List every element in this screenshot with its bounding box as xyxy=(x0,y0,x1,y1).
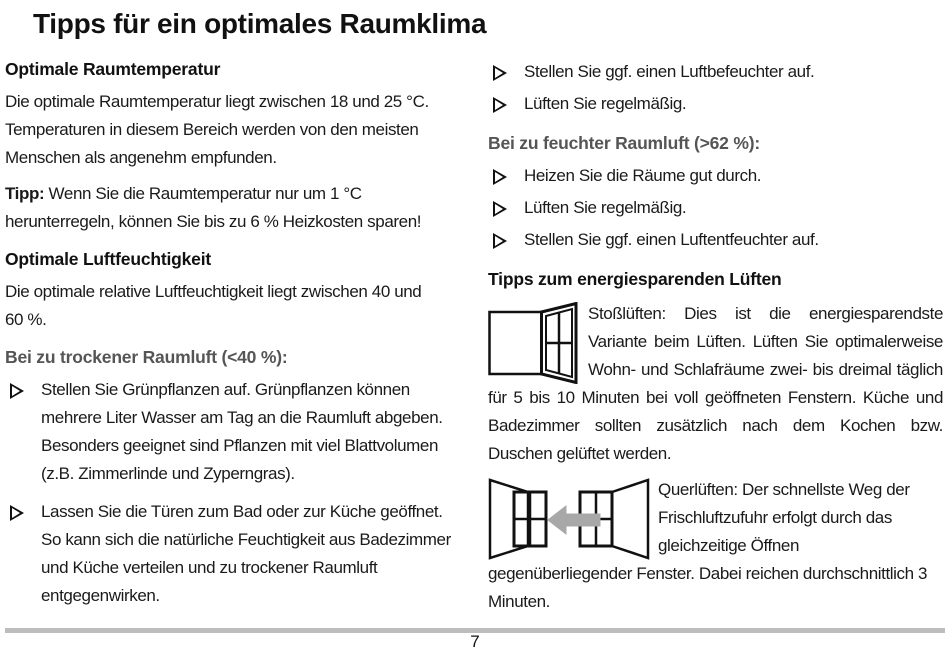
temperature-heading: Optimale Raumtemperatur xyxy=(5,59,221,79)
triangle-bullet-icon xyxy=(10,505,24,521)
left-column xyxy=(5,56,465,610)
dry-air-list xyxy=(5,376,455,610)
list-item-text: Stellen Sie ggf. einen Luftbefeuchter auf. xyxy=(524,62,815,81)
list-item xyxy=(488,162,938,190)
open-window-icon xyxy=(488,302,580,384)
list-item-text: Lüften Sie regelmäßig. xyxy=(524,94,687,113)
shock-ventilation-text: Stoßlüften: Dies ist die energiesparendste Variante beim Lüften. Lüften Sie optimalerweise Wohn- und Schlafräume zwei- bis dreimal täglich für 5 bis 10 Minuten bei voll geöffneten Fenstern. Küche und Badezimmer sollten zusätzlich nach dem Kochen bzw. Duschen gelüftet werden. xyxy=(488,304,943,463)
triangle-bullet-icon xyxy=(493,169,507,185)
cross-ventilation-text: Querlüften: Der schnellste Weg der Frischluftzufuhr erfolgt durch das gleichzeitige Öffnen gegenüberliegender Fenster. Dabei reichen durchschnittlich 3 Minuten. xyxy=(488,480,928,611)
dry-air-list-continued xyxy=(488,58,938,118)
cross-ventilation-block xyxy=(488,476,943,616)
list-item xyxy=(488,194,938,222)
list-item-text: Lüften Sie regelmäßig. xyxy=(524,198,687,217)
list-item xyxy=(488,90,938,118)
list-item xyxy=(5,376,455,488)
humid-air-heading: Bei zu feuchter Raumluft (>62 %): xyxy=(488,133,760,153)
humidity-heading: Optimale Luftfeuchtigkeit xyxy=(5,249,211,269)
list-item xyxy=(488,226,938,254)
cross-ventilation-icon xyxy=(488,478,650,560)
dry-air-heading: Bei zu trockener Raumluft (<40 %): xyxy=(5,347,288,367)
list-item-text: Stellen Sie ggf. einen Luftentfeuchter auf. xyxy=(524,230,819,249)
list-item xyxy=(488,58,938,86)
humid-air-list xyxy=(488,162,938,254)
tip-text: Wenn Sie die Raumtemperatur nur um 1 °C herunterregeln, können Sie bis zu 6 % Heizkosten sparen! xyxy=(5,184,422,231)
page-number: 7 xyxy=(470,632,480,651)
list-item xyxy=(5,498,455,610)
ventilation-heading: Tipps zum energiesparenden Lüften xyxy=(488,269,782,289)
temperature-text: Die optimale Raumtemperatur liegt zwischen 18 und 25 °C. Temperaturen in diesem Bereich werden von den meisten Menschen als angenehm empfunden. xyxy=(5,92,429,167)
triangle-bullet-icon xyxy=(493,233,507,249)
shock-ventilation-block xyxy=(488,300,943,468)
right-column xyxy=(488,58,943,616)
list-item-text: Heizen Sie die Räume gut durch. xyxy=(524,166,762,185)
list-item-text: Lassen Sie die Türen zum Bad oder zur Küche geöffnet. So kann sich die natürliche Feuchtigkeit aus Badezimmer und Küche verteilen und zu trockener Raumluft entgegenwirken. xyxy=(41,502,451,605)
tip-paragraph xyxy=(5,180,460,236)
triangle-bullet-icon xyxy=(10,383,24,399)
list-item-text: Stellen Sie Grünpflanzen auf. Grünpflanzen können mehrere Liter Wasser am Tag an die Raumluft abgeben. Besonders geeignet sind Pflanzen mit viel Blattvolumen (z.B. Zimmerlinde und Zyperngras). xyxy=(41,380,443,483)
tip-label: Tipp: xyxy=(5,184,45,203)
triangle-bullet-icon xyxy=(493,65,507,81)
humidity-text: Die optimale relative Luftfeuchtigkeit liegt zwischen 40 und 60 %. xyxy=(5,282,422,329)
triangle-bullet-icon xyxy=(493,201,507,217)
triangle-bullet-icon xyxy=(493,97,507,113)
page-title: Tipps für ein optimales Raumklima xyxy=(33,8,487,39)
